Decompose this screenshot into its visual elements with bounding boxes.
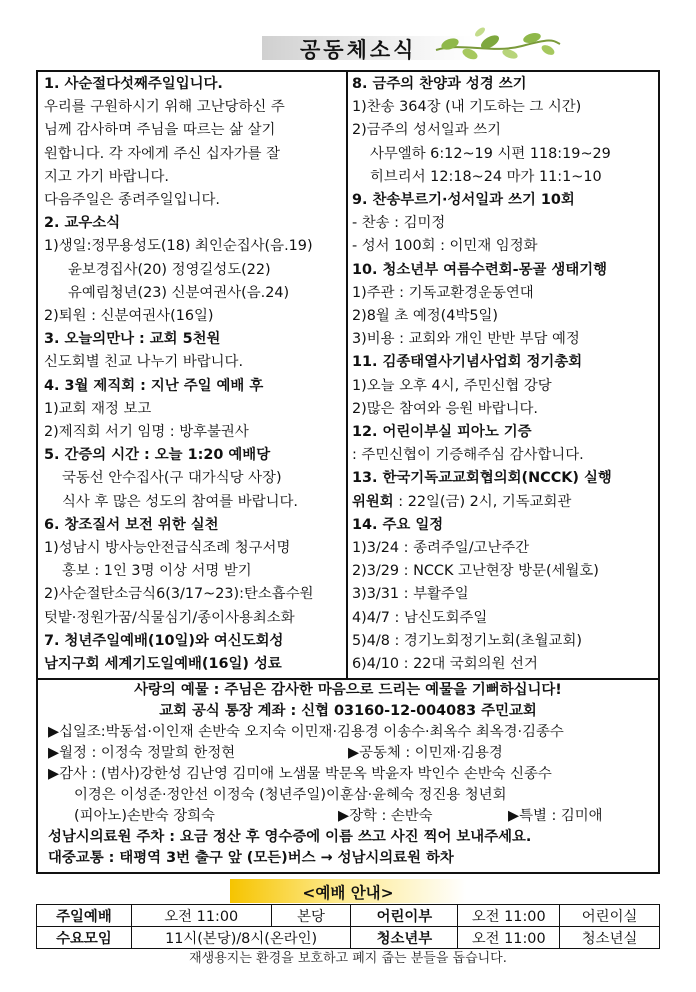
- news-line: 사무엘하 6:12~19 시편 118:19~29: [370, 145, 611, 162]
- news-line: 원합니다. 각 자에게 주신 십자가를 잘: [44, 145, 280, 162]
- page-title: 공동체소식: [300, 38, 417, 62]
- community-list: ▶공동체 : 이민재·김용경: [348, 745, 503, 761]
- offering-box: [36, 678, 660, 874]
- news-line: 텃밭·정원가꿈/식물심기/종이사용최소화: [44, 609, 295, 626]
- thanks-list: ▶감사 : (범사)강한성 김난영 김미애 노샘물 박문옥 박윤자 박인수 손반숙 신종수: [48, 766, 552, 782]
- news-line: 지고 가기 바랍니다.: [44, 168, 169, 185]
- news-line: 1)찬송 364장 (내 기도하는 그 시간): [352, 99, 582, 116]
- section-heading: 5. 간증의 시간 : 오늘 1:20 예배당: [44, 447, 271, 464]
- news-line: 6)4/10 : 22대 국회의원 선거: [352, 656, 538, 672]
- news-line: 2)퇴원 : 신분여권사(16일): [44, 308, 214, 324]
- section-heading: 7. 청년주일예배(10일)와 여신도회성: [44, 632, 284, 649]
- news-line: - 찬송 : 김미정: [352, 215, 446, 232]
- news-line: 위원회 : 22일(금) 2시, 기독교회관: [352, 493, 572, 510]
- news-line: 4)4/7 : 남신도회주일: [352, 609, 488, 626]
- news-line: 2)제직회 서기 임명 : 방후불권사: [44, 424, 249, 440]
- news-line: 1)교회 재정 보고: [44, 400, 152, 417]
- table-cell: 오전 11:00: [458, 927, 560, 949]
- news-line: 2)많은 참여와 응원 바랍니다.: [352, 400, 538, 417]
- news-line: 님께 감사하며 주님을 따르는 삶 살기: [44, 122, 276, 139]
- parking-note: 성남시의료원 주차 : 요금 정산 후 영수증에 이름 쓰고 사진 찍어 보내주세요.: [48, 829, 532, 845]
- monthly-list: ▶월정 : 이정숙 정말희 한정현: [48, 745, 236, 761]
- news-line: 2)금주의 성서일과 쓰기: [352, 122, 502, 139]
- service-guide-header: [0, 875, 696, 905]
- table-cell: 어린이부: [351, 905, 458, 927]
- left-column: [38, 72, 348, 678]
- news-line: 윤보경집사(20) 정영길성도(22): [68, 261, 271, 278]
- news-line: 2)사순절탄소금식6(3/17~23):탄소흡수원: [44, 586, 314, 603]
- footer-note: 재생용지는 환경을 보호하고 폐지 줍는 분들을 돕습니다.: [189, 951, 507, 966]
- service-guide-title: <예배 안내>: [302, 884, 394, 902]
- section-heading: 남지구회 세계기도일예배(16일) 성료: [44, 656, 282, 672]
- table-cell: 수요모임: [37, 927, 132, 949]
- special-list: ▶특별 : 김미애: [508, 808, 603, 824]
- news-line: : 주민신협이 기증해주심 감사합니다.: [352, 447, 584, 464]
- table-cell: 본당: [271, 905, 351, 927]
- news-line: 1)생일:정무용성도(18) 최인순집사(음.19): [44, 238, 313, 255]
- news-line: - 성서 100회 : 이민재 임정화: [352, 238, 538, 255]
- section-heading: 6. 창조질서 보전 위한 실천: [44, 516, 219, 533]
- news-line: 우리를 구원하시기 위해 고난당하신 주: [44, 99, 285, 116]
- news-line: 식사 후 많은 성도의 참여를 바랍니다.: [62, 493, 298, 510]
- news-line: 1)3/24 : 종려주일/고난주간: [352, 540, 530, 556]
- news-box: [36, 70, 660, 680]
- news-line: 히브리서 12:18~24 마가 11:1~10: [370, 168, 602, 185]
- section-heading: 11. 김종태열사기념사업회 정기총회: [352, 354, 583, 371]
- table-cell: 청소년부: [351, 927, 458, 949]
- service-table: [36, 904, 660, 949]
- thanks-list-piano: (피아노)손반숙 장희숙: [74, 808, 215, 824]
- news-line: 국동선 안수집사(구 대가식당 사장): [62, 470, 282, 487]
- news-line: 신도회별 친교 나누기 바랍니다.: [44, 354, 244, 371]
- section-heading: 14. 주요 일정: [352, 516, 444, 533]
- section-heading: 8. 금주의 찬양과 성경 쓰기: [352, 76, 527, 92]
- table-cell: 청소년실: [560, 927, 660, 949]
- bank-account: 교회 공식 통장 계좌 : 신협 03160-12-004083 주민교회: [159, 703, 537, 719]
- right-column: [346, 72, 658, 678]
- news-line: 2)3/29 : NCCK 고난현장 방문(세월호): [352, 563, 599, 580]
- section-heading: 13. 한국기독교교회협의회(NCCK) 실행: [352, 470, 612, 487]
- table-row: [37, 905, 660, 927]
- section-heading: 3. 오늘의만나 : 교회 5천원: [44, 331, 221, 348]
- section-heading: 12. 어린이부실 피아노 기증: [352, 424, 532, 440]
- news-line: 3)3/31 : 부활주일: [352, 586, 469, 603]
- news-line: 홍보 : 1인 3명 이상 서명 받기: [62, 563, 252, 580]
- news-line: 5)4/8 : 경기노회정기노회(초월교회): [352, 632, 582, 649]
- news-line: 1)성남시 방사능안전급식조례 청구서명: [44, 540, 291, 556]
- news-line: 유예림청년(23) 신분여권사(음.24): [68, 284, 290, 301]
- news-line: 다음주일은 종려주일입니다.: [44, 192, 220, 208]
- thanks-list-cont: 이경은 이성준·정안선 이정숙 (청년주일)이훈삼·윤혜숙 정진용 청년회: [74, 787, 507, 803]
- table-cell: 11시(본당)/8시(온라인): [131, 927, 351, 949]
- news-line: 2)8월 초 예정(4박5일): [352, 308, 499, 324]
- table-cell: 어린이실: [560, 905, 660, 927]
- section-heading: 2. 교우소식: [44, 215, 121, 232]
- transit-note: 대중교통 : 태평역 3번 출구 앞 (모든)버스 → 성남시의료원 하차: [48, 850, 454, 866]
- header: [0, 0, 696, 68]
- table-cell: 오전 11:00: [131, 905, 271, 927]
- table-row: [37, 927, 660, 949]
- section-heading: 10. 청소년부 여름수련회-몽골 생태기행: [352, 261, 608, 278]
- news-line: 3)비용 : 교회와 개인 반반 부담 예정: [352, 331, 580, 348]
- tithe-list: ▶십일조:박동섭·이인재 손반숙 오지숙 이민재·김용경 이송수·최옥수 최옥경·김종수: [48, 724, 564, 740]
- news-line: 1)오늘 오후 4시, 주민신협 강당: [352, 377, 552, 394]
- offering-title: 사랑의 예물 : 주님은 감사한 마음으로 드리는 예물을 기뻐하십니다!: [134, 682, 562, 698]
- section-heading: 4. 3월 제직회 : 지난 주일 예배 후: [44, 377, 264, 394]
- leaf-vine-icon: [432, 20, 562, 68]
- section-heading: 1. 사순절다섯째주일입니다.: [44, 76, 223, 92]
- news-line: 1)주관 : 기독교환경운동연대: [352, 284, 534, 301]
- scholarship-list: ▶장학 : 손반숙: [338, 808, 433, 824]
- table-cell: 오전 11:00: [458, 905, 560, 927]
- section-heading: 9. 찬송부르기·성서일과 쓰기 10회: [352, 192, 575, 208]
- table-cell: 주일예배: [37, 905, 132, 927]
